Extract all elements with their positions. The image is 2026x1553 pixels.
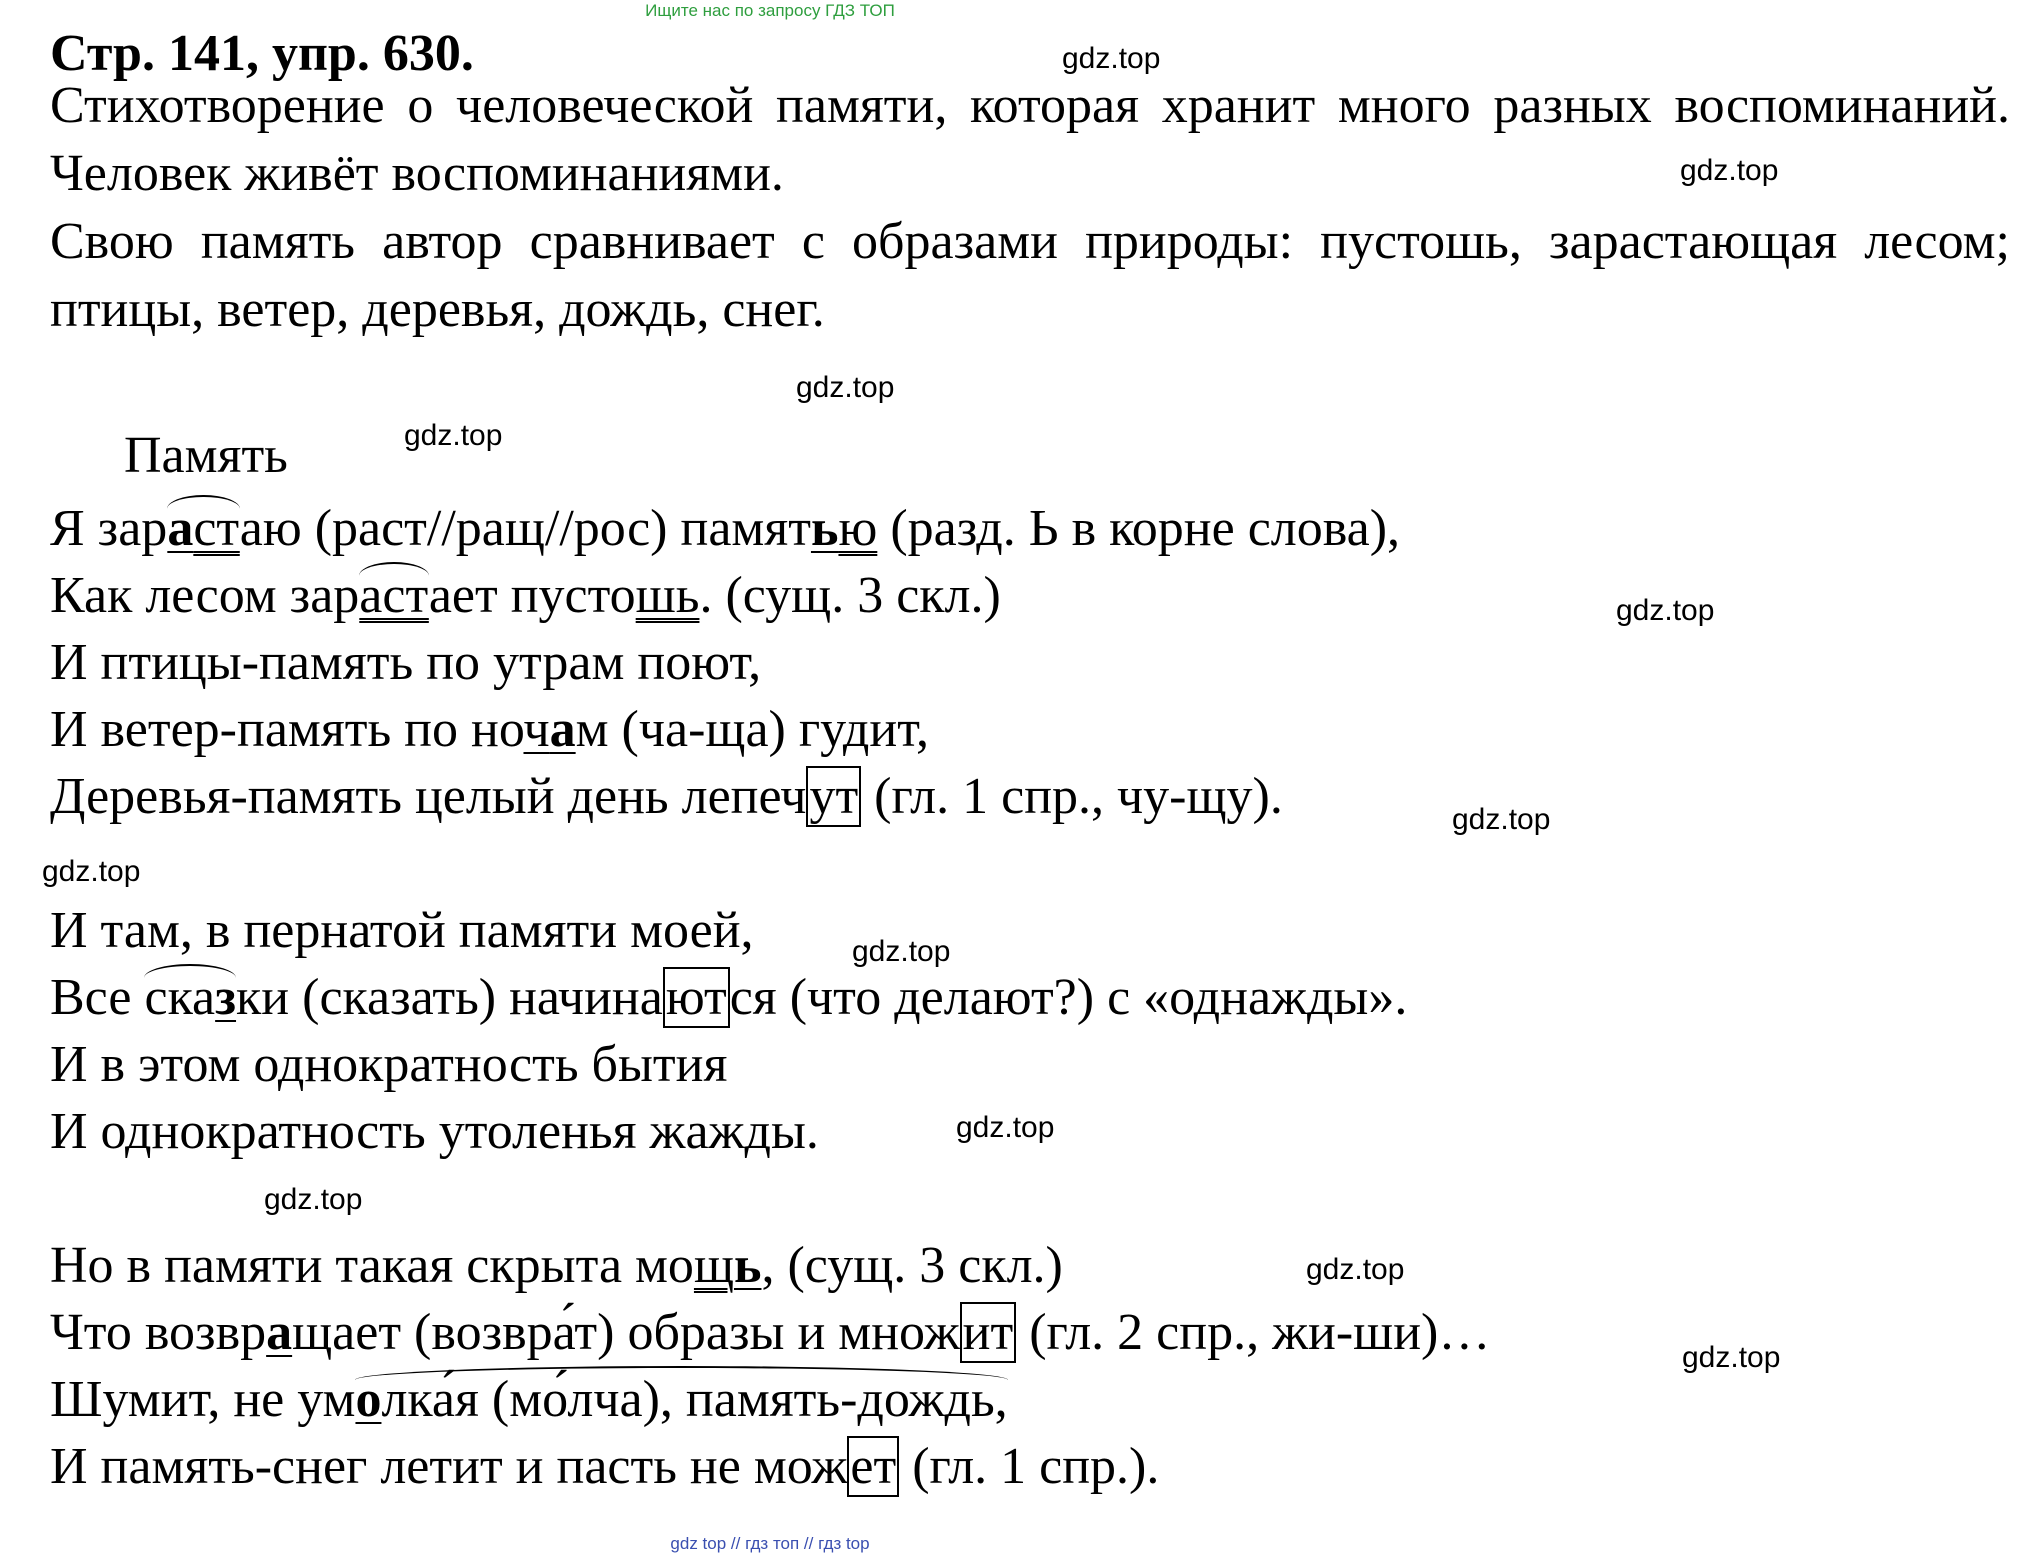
watermark: gdz.top bbox=[1452, 803, 1551, 836]
watermark: gdz.top bbox=[1306, 1253, 1405, 1286]
poem-title: Память bbox=[124, 427, 288, 484]
watermark: gdz.top bbox=[1062, 42, 1161, 75]
poem-line-13: И память-снег летит и пасть не может (гл. 1 спр.). bbox=[50, 1438, 1160, 1495]
watermark: gdz.top bbox=[1680, 154, 1779, 187]
poem-line-11: Что возвращает (возвра́т) образы и множит (гл. 2 спр., жи-ши)… bbox=[50, 1304, 1491, 1361]
poem-line-7: Все сказки (сказать) начинаются (что делают?) с «однажды». bbox=[50, 972, 1407, 1024]
watermark: gdz.top bbox=[264, 1183, 363, 1216]
watermark: gdz.top bbox=[42, 855, 141, 888]
intro-paragraph-1: Стихотворение о человеческой памяти, которая хранит много разных воспоминаний. Человек живёт воспоминаниями. bbox=[50, 77, 2010, 202]
watermark: gdz.top bbox=[852, 935, 951, 968]
watermark: gdz.top bbox=[956, 1111, 1055, 1144]
poem-line-4: И ветер-память по ночам (ча-ща) гудит, bbox=[50, 701, 930, 758]
intro-paragraph-2: Свою память автор сравнивает с образами природы: пустошь, зарастающая лесом; птицы, ветер, деревья, дождь, снег. bbox=[50, 213, 2010, 338]
poem-line-9: И однократность утоленья жажды. bbox=[50, 1103, 819, 1160]
search-hint-link[interactable]: Ищите нас по запросу ГДЗ ТОП bbox=[645, 1, 895, 20]
watermark: gdz.top bbox=[796, 371, 895, 404]
poem-line-6: И там, в пернатой памяти моей, bbox=[50, 902, 754, 959]
page-title: Стр. 141, упр. 630. bbox=[50, 25, 474, 82]
poem-line-2: Как лесом зарастает пустошь. (сущ. 3 скл.) bbox=[50, 570, 1001, 622]
poem-line-8: И в этом однократность бытия bbox=[50, 1036, 728, 1093]
watermark: gdz.top bbox=[1682, 1341, 1781, 1374]
poem-line-5: Деревья-память целый день лепечут (гл. 1 спр., чу-щу). bbox=[50, 768, 1283, 825]
poem-line-3: И птицы-память по утрам поют, bbox=[50, 634, 762, 691]
watermark: gdz.top bbox=[1616, 594, 1715, 627]
poem-line-12: Шумит, не умолка́я (мо́лча), память-дождь, bbox=[50, 1374, 1008, 1426]
footer-links[interactable]: gdz top // гдз топ // гдз top bbox=[670, 1534, 870, 1553]
poem-line-1: Я зарастаю (раст//ращ//рос) памятью (разд. Ь в корне слова), bbox=[50, 503, 1400, 555]
poem-line-10: Но в памяти такая скрыта мощь, (сущ. 3 скл.) bbox=[50, 1237, 1063, 1294]
watermark: gdz.top bbox=[404, 419, 503, 452]
